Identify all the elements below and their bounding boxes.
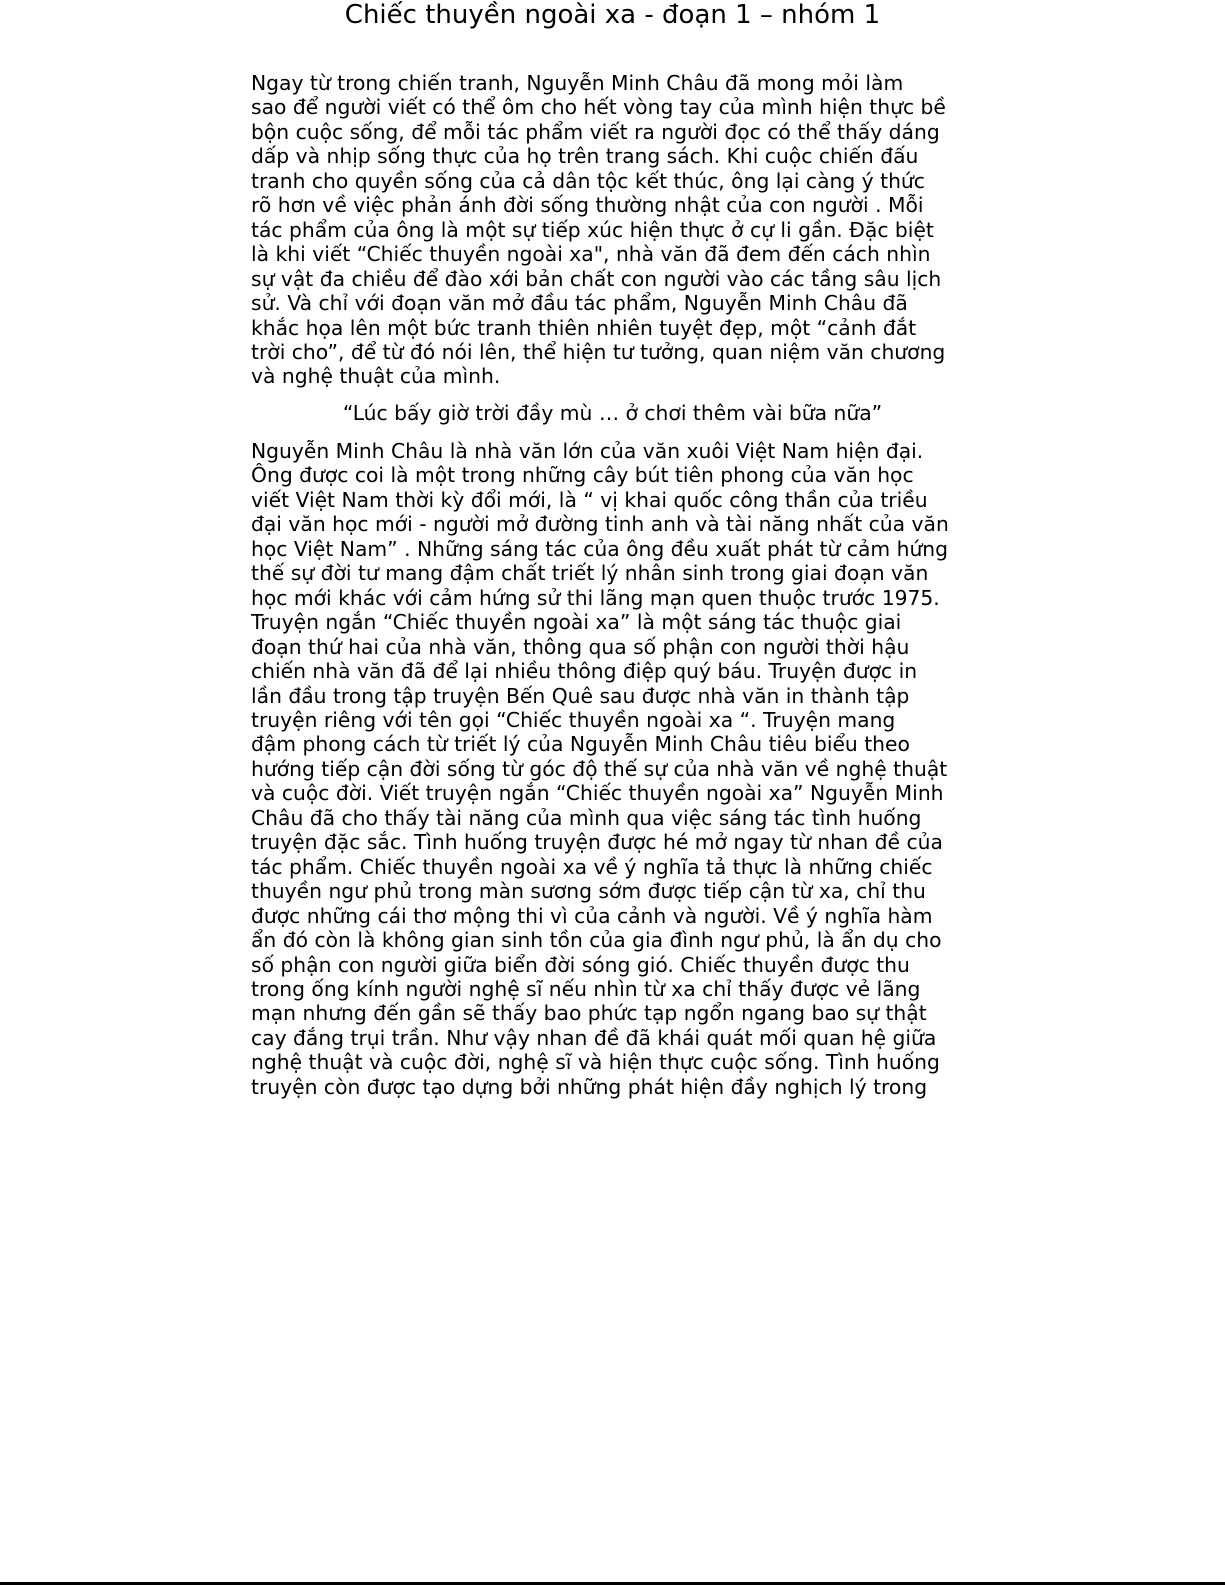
body-paragraph: Nguyễn Minh Châu là nhà văn lớn của văn xuôi Việt Nam hiện đại. Ông được coi là một trong những cây bút tiên phong của văn học viết Việt Nam thời kỳ đổi mới, là “ vị khai quốc công thần của triều đại văn học mới - người mở đường tinh anh và tài năng nhất của văn học Việt Nam” . Những sáng tác của ông đều xuất phát từ cảm hứng thế sự đời tư mang đậm chất triết lý nhân sinh trong giai đoạn văn học mới khác với cảm hứng sử thi lãng mạn quen thuộc trước 1975. Truyện ngắn “Chiếc thuyền ngoài xa” là một sáng tác thuộc giai đoạn thứ hai của nhà văn, thông qua số phận con người thời hậu chiến nhà văn đã để lại nhiều thông điệp quý báu. Truyện được in lần đầu trong tập truyện Bến Quê sau được nhà văn in thành tập truyện riêng với tên gọi “Chiếc thuyền ngoài xa “. Truyện mang đậm phong cách từ triết lý của Nguyễn Minh Châu tiêu biểu theo hướng tiếp cận đời sống từ góc độ thế sự của nhà văn về nghệ thuật và cuộc đời. Viết truyện ngắn “Chiếc thuyền ngoài xa” Nguyễn Minh Châu đã cho thấy tài năng của mình qua việc sáng tác tình huống truyện đặc sắc. Tình huống truyện được hé mở ngay từ nhan đề của tác phẩm. Chiếc thuyền ngoài xa về ý nghĩa tả thực là những chiếc thuyền ngư phủ trong màn sương sớm được tiếp cận từ xa, chỉ thu được những cái thơ mộng thi vì của cảnh và người. Về ý nghĩa hàm ẩn đó còn là không gian sinh tồn của gia đình ngư phủ, là ẩn dụ cho số phận con người giữa biển đời sóng gió. Chiếc thuyền được thu trong ống kính người nghệ sĩ nếu nhìn từ xa chỉ thấy được vẻ lãng mạn nhưng đến gần sẽ thấy bao phức tạp ngổn ngang bao sự thật cay đắng trụi trần. Như vậy nhan đề đã khái quát mối quan hệ giữa nghệ thuật và cuộc đời, nghệ sĩ và hiện thực cuộc sống. Tình huống truyện còn được tạo dựng bởi những phát hiện đầy nghịch lý trong <box>251 439 949 1099</box>
quoted-excerpt: “Lúc bấy giờ trời đầy mù … ở chơi thêm vài bữa nữa” <box>342 401 883 425</box>
document-title: Chiếc thuyền ngoài xa - đoạn 1 – nhóm 1 <box>344 0 881 30</box>
intro-paragraph: Ngay từ trong chiến tranh, Nguyễn Minh Châu đã mong mỏi làm sao để người viết có thể ôm cho hết vòng tay của mình hiện thực bề bộn cuộc sống, để mỗi tác phẩm viết ra người đọc có thể thấy dáng dấp và nhịp sống thực của họ trên trang sách. Khi cuộc chiến đấu tranh cho quyền sống của cả dân tộc kết thúc, ông lại càng ý thức rõ hơn về việc phản ánh đời sống thường nhật của con người . Mỗi tác phẩm của ông là một sự tiếp xúc hiện thực ở cự li gần. Đặc biệt là khi viết “Chiếc thuyền ngoài xa", nhà văn đã đem đến cách nhìn sự vật đa chiều để đào xới bản chất con người vào các tầng sâu lịch sử. Và chỉ với đoạn văn mở đầu tác phẩm, Nguyễn Minh Châu đã khắc họa lên một bức tranh thiên nhiên tuyệt đẹp, một “cảnh đắt trời cho”, để từ đó nói lên, thể hiện tư tưởng, quan niệm văn chương và nghệ thuật của mình. <box>251 71 946 389</box>
